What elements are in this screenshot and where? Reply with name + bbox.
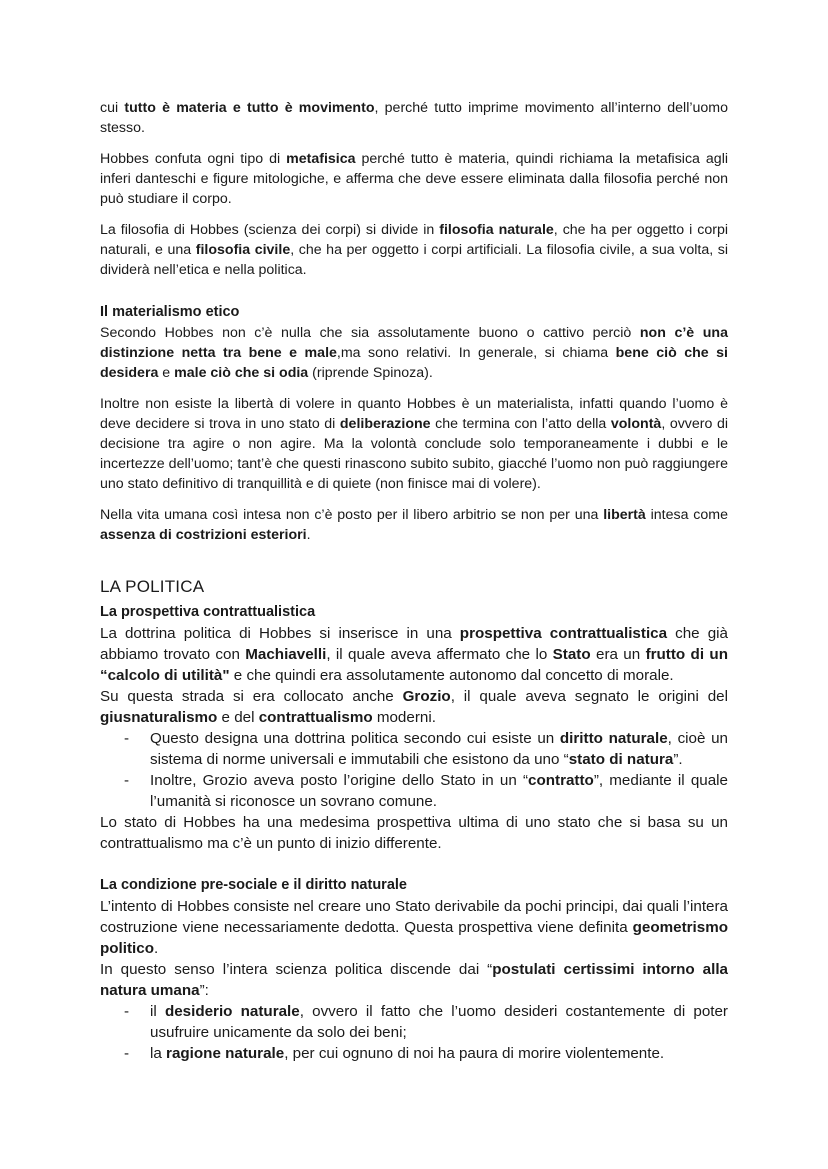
heading-materialismo-etico: Il materialismo etico [100,304,240,320]
heading-prospettiva: La prospettiva contrattualistica [100,604,316,620]
grozio-list [100,728,728,812]
heading-condizione: La condizione pre-sociale e il diritto naturale [100,877,407,893]
paragraph-filosofia: La filosofia di Hobbes (scienza dei corpi) si divide in filosofia naturale, che ha per oggetto i corpi naturali, e una filosofia civile, che ha per oggetto i corpi artificiali. La filosofia civile, a sua volta, si dividerà nell’etica e nella politica. [100,222,728,278]
section-title-politica: LA POLITICA [100,577,205,596]
paragraph-dottrina: La dottrina politica di Hobbes si inserisce in una prospettiva contrattualistica che già abbiamo trovato con Machiavelli, il quale aveva affermato che lo Stato era un frutto di un “calcolo di utilità" e che quindi era assolutamente autonomo dal concetto di morale. [100,625,728,684]
paragraph-materia: cui tutto è materia e tutto è movimento, perché tutto imprime movimento all’interno dell’uomo stesso. [100,100,729,136]
paragraph-grozio: Su questa strada si era collocato anche Grozio, il quale aveva segnato le origini del giusnaturalismo e del contrattualismo moderni. [100,688,728,726]
paragraph-metafisica: Hobbes confuta ogni tipo di metafisica perché tutto è materia, quindi richiama la metafisica agli inferi danteschi e figure mitologiche, e afferma che deve essere eliminata dalla filosofia perché non può studiare il corpo. [100,151,729,207]
list-item: - Inoltre, Grozio aveva posto l’origine dello Stato in un “contratto”, mediante il quale l’umanità si riconosce un sovrano comune. [124,772,728,810]
list-item: - Questo designa una dottrina politica secondo cui esiste un diritto naturale, cioè un sistema di norme universali e immutabili che esistono da uno “stato di natura”. [124,730,728,768]
paragraph-stato-hobbes: Lo stato di Hobbes ha una medesima prospettiva ultima di uno stato che si basa su un contrattualismo ma c’è un punto di inizio differente. [100,814,728,852]
paragraph-liberta: Nella vita umana così intesa non c’è posto per il libero arbitrio se non per una libertà intesa come assenza di costrizioni esteriori. [100,507,728,543]
paragraph-bene-male: Secondo Hobbes non c’è nulla che sia assolutamente buono o cattivo perciò non c’è una distinzione netta tra bene e male,ma sono relativi. In generale, si chiama bene ciò che si desidera e male ciò che si odia (riprende Spinoza). [100,325,728,381]
list-item: - la ragione naturale, per cui ognuno di noi ha paura di morire violentemente. [124,1045,665,1062]
paragraph-volonta: Inoltre non esiste la libertà di volere in quanto Hobbes è un materialista, infatti quando l’uomo è deve decidere si trova in uno stato di deliberazione che termina con l’atto della volontà, ovvero di decisione tra agire o non agire. Ma la volontà conclude solo temporaneamente i dubbi e le incertezze dell’uomo; tant’è che questi rinascono subito subito, giacché l’uomo non può raggiungere uno stato definitivo di tranquillità e di quiete (non finisce mai di volere). [100,396,728,492]
paragraph-geometrismo: L’intento di Hobbes consiste nel creare uno Stato derivabile da pochi principi, dai quali l’intera costruzione viene necessariamente dedotta. Questa prospettiva viene definita geometrismo politico. [100,898,728,957]
paragraph-postulati: In questo senso l’intera scienza politica discende dai “postulati certissimi intorno alla natura umana”: [100,961,729,999]
list-item: - il desiderio naturale, ovvero il fatto che l’uomo desideri costantemente di poter usufruire unicamente da solo dei beni; [124,1003,728,1041]
postulati-list [100,1001,728,1064]
document-page [100,98,728,1064]
